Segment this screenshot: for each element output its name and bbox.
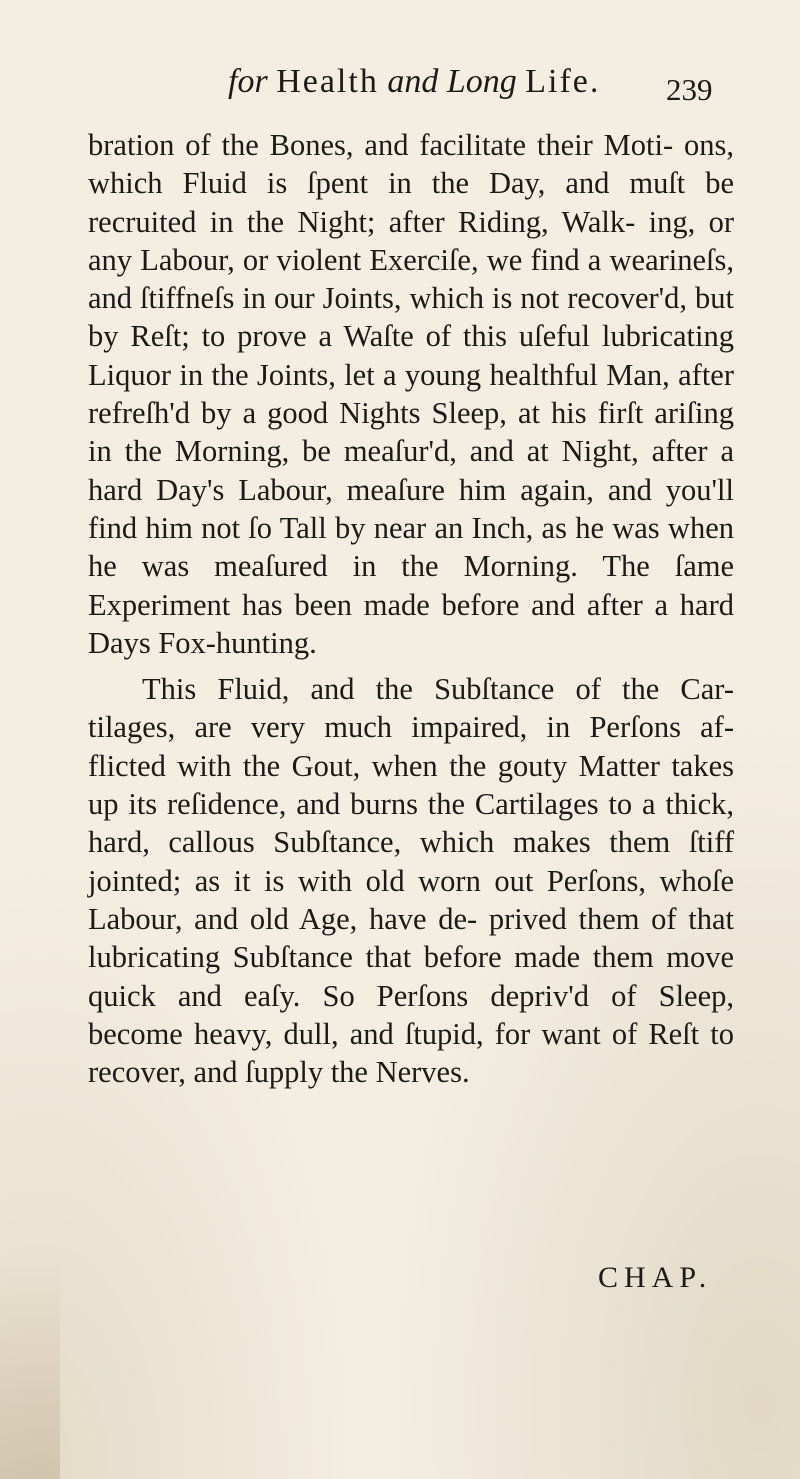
body-text: [88, 126, 734, 1091]
running-head-for: for: [228, 63, 277, 100]
running-head-life: Life.: [525, 63, 601, 100]
catchword: CHAP.: [598, 1261, 713, 1294]
running-head: [228, 62, 600, 102]
page-number: 239: [666, 72, 713, 107]
running-head-health: Health: [276, 63, 379, 100]
page-stain: [0, 1259, 60, 1479]
running-head-and-long: and Long: [378, 63, 526, 100]
paragraph-1: bration of the Bones, and facilitate their Moti- ons, which Fluid is ſpent in the Day, and muſt be recruited in the Night; after Riding, Walk- ing, or any Labour, or violent Exerciſe, we find a wearineſs, and ſtiffneſs in our Joints, which is not recover'd, but by Reſt; to prove a Waſte of this uſeful lubricating Liquor in the Joints, let a young healthful Man, after refreſh'd by a good Nights Sleep, at his firſt ariſing in the Morning, be meaſur'd, and at Night, after a hard Day's Labour, meaſure him again, and you'll find him not ſo Tall by near an Inch, as he was when he was meaſured in the Morning. The ſame Experiment has been made before and after a hard Days Fox-hunting.: [88, 128, 734, 660]
paragraph-2: This Fluid, and the Subſtance of the Car- tilages, are very much impaired, in Perſons af- flicted with the Gout, when the gouty Matter takes up its reſidence, and burns the Cartilages to a thick, hard, callous Subſtance, which makes them ſtiff jointed; as it is with old worn out Perſons, whoſe Labour, and old Age, have de- prived them of that lubricating Subſtance that before made them move quick and eaſy. So Perſons depriv'd of Sleep, become heavy, dull, and ſtupid, for want of Reſt to recover, and ſupply the Nerves.: [88, 672, 734, 1090]
